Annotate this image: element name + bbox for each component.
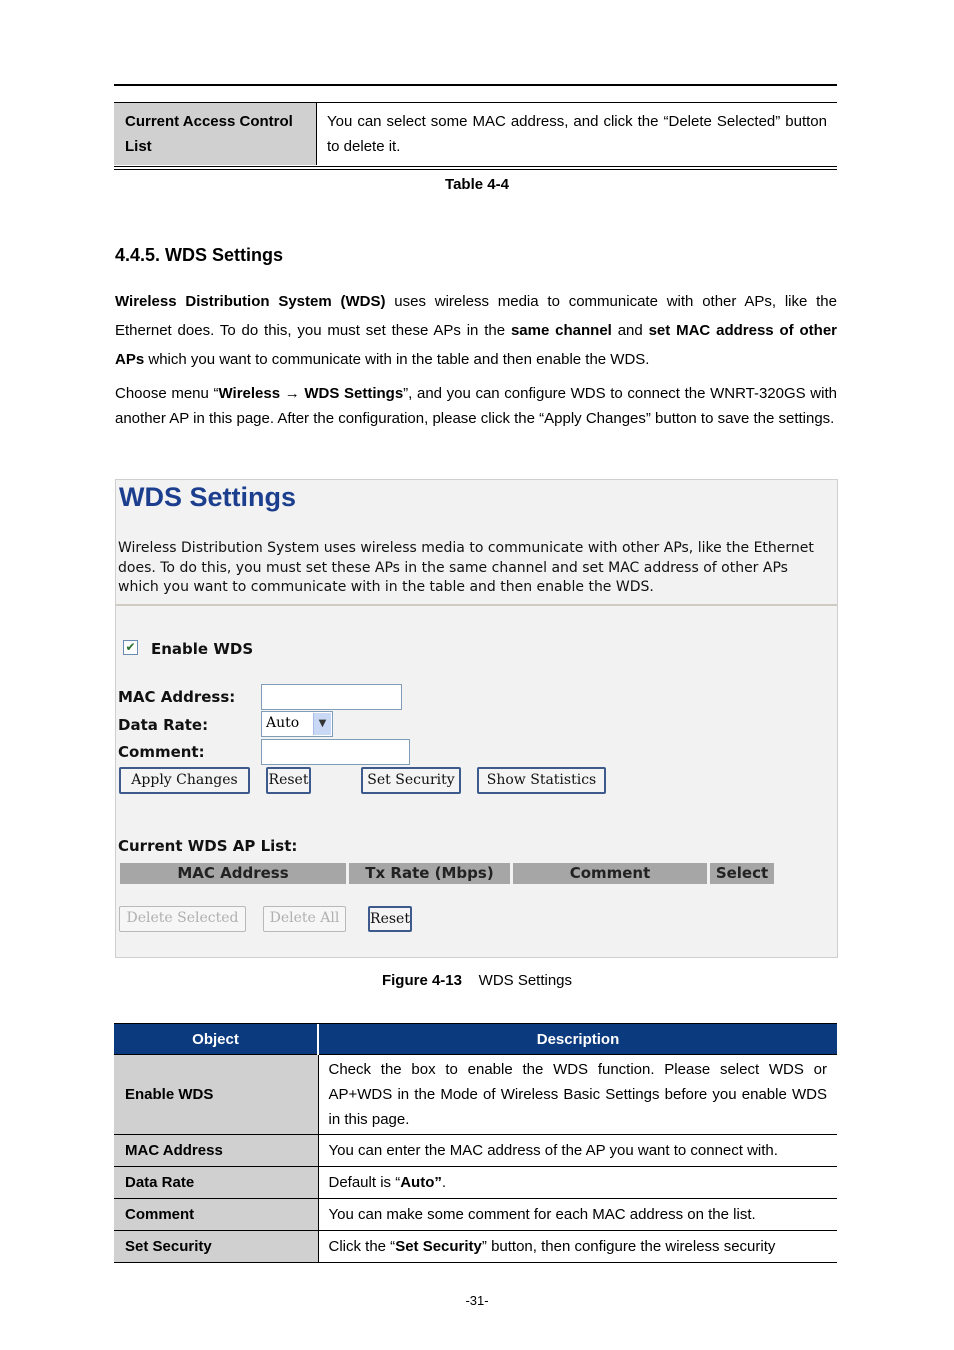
list-reset-button[interactable]: Reset bbox=[368, 906, 412, 932]
data-rate-label: Data Rate: bbox=[118, 716, 209, 734]
column-header-comment: Comment bbox=[513, 863, 707, 884]
bold-text: Wireless Distribution System (WDS) bbox=[115, 293, 386, 310]
text: Click the “ bbox=[328, 1238, 396, 1255]
delete-all-button[interactable]: Delete All bbox=[263, 906, 346, 932]
bold-text: Set Security bbox=[395, 1238, 482, 1255]
section-heading: 4.4.5. WDS Settings bbox=[115, 245, 284, 265]
row-description: You can enter the MAC address of the AP you want to connect with. bbox=[318, 1135, 837, 1167]
row-description: You can select some MAC address, and click the “Delete Selected” button to delete it. bbox=[327, 113, 827, 155]
bold-text: WDS Settings bbox=[304, 385, 404, 402]
bold-text: Wireless bbox=[218, 385, 281, 402]
figure-caption bbox=[0, 972, 954, 989]
text: and bbox=[611, 322, 649, 339]
wds-settings-screenshot bbox=[115, 479, 838, 958]
page-number: -31- bbox=[465, 1293, 489, 1308]
arrow-icon: → bbox=[280, 385, 305, 402]
row-object: MAC Address bbox=[114, 1135, 318, 1167]
row-object: Set Security bbox=[114, 1231, 318, 1263]
top-rule bbox=[114, 84, 837, 86]
text: Default is “ bbox=[328, 1174, 401, 1191]
wds-ap-list-title: Current WDS AP List: bbox=[118, 837, 298, 855]
apply-changes-button[interactable]: Apply Changes bbox=[119, 767, 250, 794]
show-statistics-button[interactable]: Show Statistics bbox=[477, 767, 606, 794]
chevron-down-icon[interactable]: ▼ bbox=[313, 713, 331, 735]
table-row bbox=[114, 1135, 837, 1167]
row-description: You can make some comment for each MAC address on the list. bbox=[318, 1199, 837, 1231]
bold-text: set MAC address of other APs bbox=[115, 322, 837, 368]
text: . bbox=[441, 1174, 447, 1191]
table-row bbox=[114, 1199, 837, 1231]
access-control-table bbox=[114, 103, 837, 165]
table-header bbox=[114, 1024, 837, 1055]
row-object: Data Rate bbox=[114, 1167, 318, 1199]
menu-paragraph bbox=[115, 381, 837, 431]
text: ” button, then configure the wireless security bbox=[481, 1238, 776, 1255]
column-header-tx-rate: Tx Rate (Mbps) bbox=[349, 863, 510, 884]
text: Choose menu “ bbox=[115, 385, 219, 402]
row-description bbox=[318, 1231, 837, 1263]
comment-label: Comment: bbox=[118, 743, 205, 761]
comment-input[interactable] bbox=[261, 739, 410, 765]
table-row bbox=[114, 1167, 837, 1199]
column-header-select: Select bbox=[710, 863, 774, 884]
table-rule bbox=[114, 166, 837, 167]
page-description: Wireless Distribution System uses wireless media to communicate with other APs, like the Ethernet does. To do this, you must set these APs in the same channel and set MAC address of other APs which you want to communicate with in the table and then enable the WDS. bbox=[118, 540, 814, 595]
intro-paragraph bbox=[115, 287, 837, 374]
row-description: Check the box to enable the WDS function. Please select WDS or AP+WDS in the Mode of Wireless Basic Settings before you enable WDS in this page. bbox=[318, 1055, 837, 1135]
divider bbox=[116, 604, 837, 606]
header-object: Object bbox=[114, 1024, 318, 1055]
header-description: Description bbox=[318, 1024, 837, 1055]
row-object: Enable WDS bbox=[114, 1055, 318, 1135]
bold-text: same channel bbox=[510, 322, 612, 339]
table-rule bbox=[114, 169, 837, 170]
enable-wds-checkbox[interactable]: ✔ bbox=[123, 640, 138, 655]
mac-address-label: MAC Address: bbox=[118, 688, 236, 706]
row-label: Current Access Control List bbox=[114, 103, 317, 165]
page-title: WDS Settings bbox=[119, 482, 297, 512]
table-row bbox=[114, 103, 837, 165]
mac-address-input[interactable] bbox=[261, 684, 402, 710]
table-caption: Table 4-4 bbox=[445, 176, 509, 193]
text: ”, and you can configure WDS to connect the WNRT-320GS with another AP in this page. After the configuration, please click the “Apply Changes” button to save the settings. bbox=[115, 385, 837, 427]
row-object: Comment bbox=[114, 1199, 318, 1231]
enable-wds-label: Enable WDS bbox=[151, 640, 254, 658]
row-description bbox=[318, 1167, 837, 1199]
figure-label: Figure 4-13 bbox=[381, 972, 462, 989]
text: which you want to communicate with in the table and then enable the WDS. bbox=[144, 351, 650, 368]
bold-text: Auto” bbox=[400, 1174, 442, 1191]
object-description-table bbox=[114, 1024, 837, 1263]
reset-button[interactable]: Reset bbox=[266, 767, 311, 794]
figure-title: WDS Settings bbox=[478, 972, 573, 989]
data-rate-select[interactable] bbox=[261, 711, 333, 737]
delete-selected-button[interactable]: Delete Selected bbox=[119, 906, 246, 932]
table-row bbox=[114, 1055, 837, 1135]
set-security-button[interactable]: Set Security bbox=[361, 767, 461, 794]
column-header-mac: MAC Address bbox=[120, 863, 346, 884]
data-rate-value: Auto bbox=[266, 715, 300, 731]
table-row bbox=[114, 1231, 837, 1263]
text: uses wireless media to communicate with other APs, like the Ethernet does. To do this, you must set these APs in the bbox=[115, 293, 837, 339]
